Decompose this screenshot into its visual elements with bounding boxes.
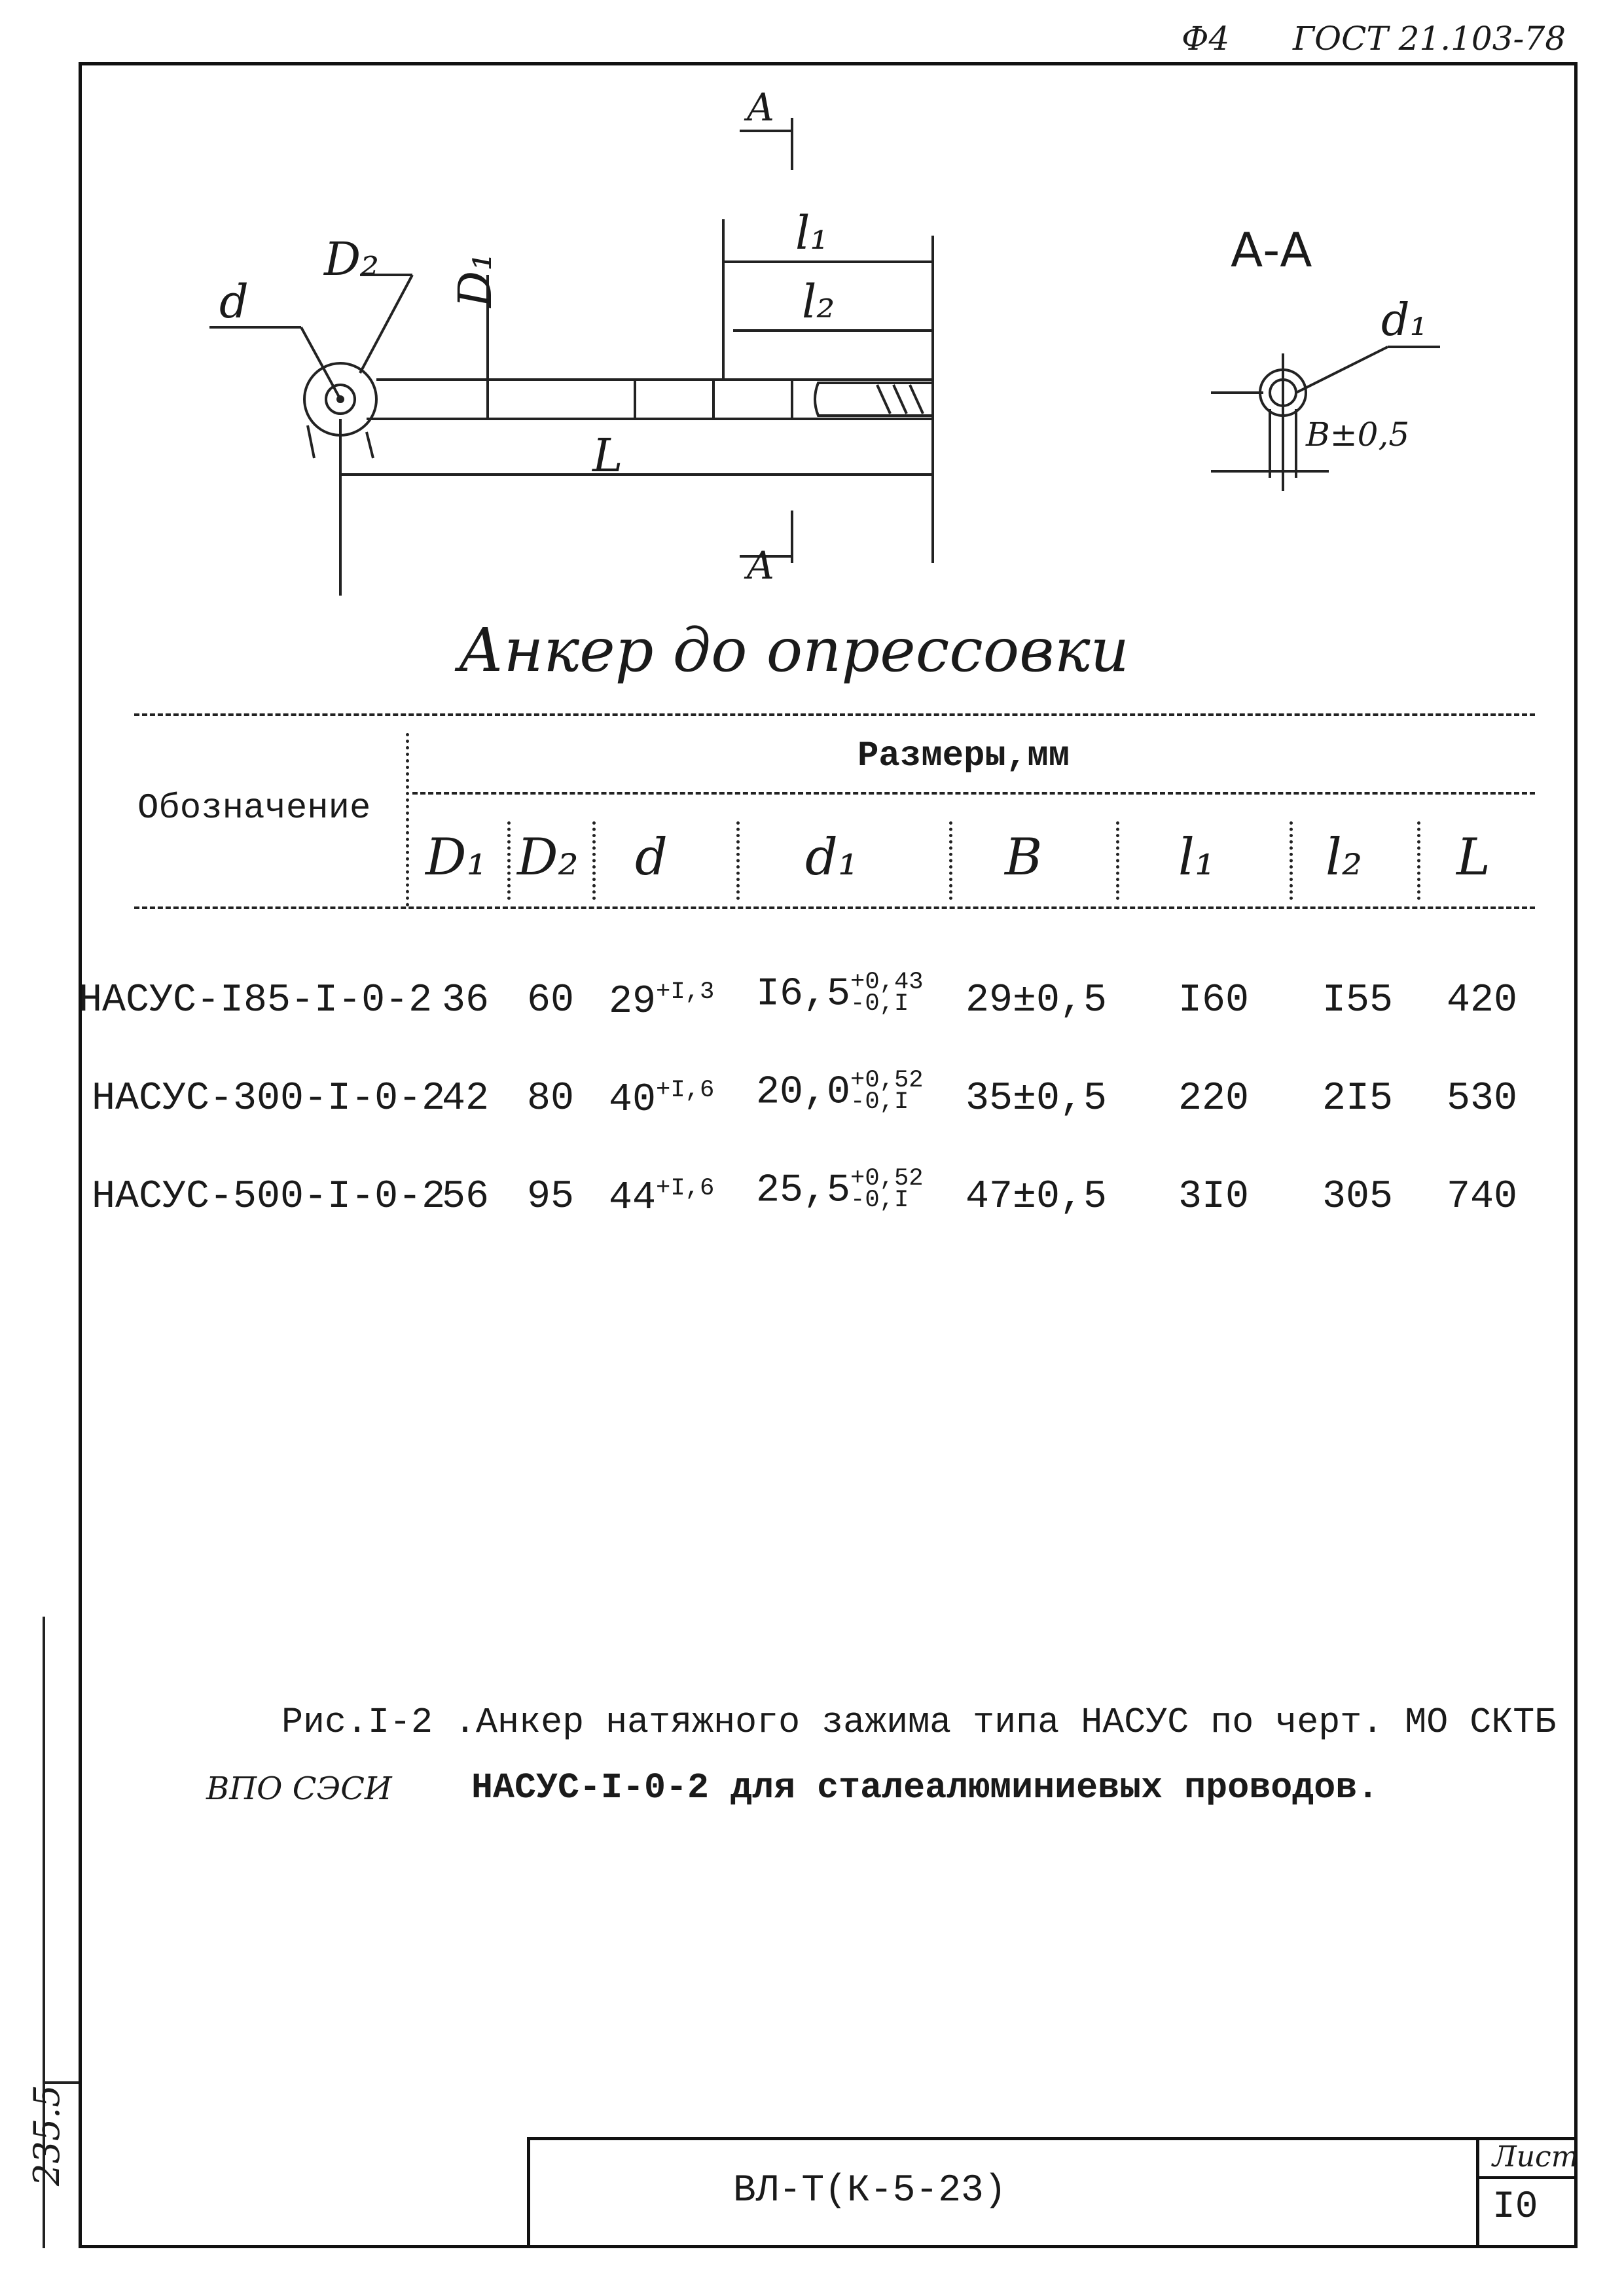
row-designation: НАСУС-I85-I-0-2 [79,978,433,1023]
drawing-caption: Анкер до опрессовки [458,615,1129,685]
left-margin-tick [43,2081,79,2084]
sheet-label: Лист [1492,2140,1579,2174]
figure-caption-prefix: ВПО СЭСИ [206,1770,392,1807]
label-D1: D₁ [448,252,502,308]
cell-L: 530 [1447,1077,1518,1121]
cell-D1: 56 [442,1175,490,1219]
sheet-mark: Ф4 [1182,20,1230,58]
cell-D1: 42 [442,1077,490,1121]
dimensions-header: Размеры,мм [857,736,1070,776]
label-d1: d₁ [1381,295,1428,346]
label-l2: l₂ [802,275,835,329]
section-title: А-А [1231,223,1312,278]
row-designation: НАСУС-300-I-0-2 [92,1077,446,1121]
table-mid-rule [412,792,1535,795]
cell-B: 47±0,5 [965,1175,1108,1219]
col-divider-4 [949,821,952,900]
standard-reference: ГОСТ 21.103-78 [1293,20,1566,58]
figure-caption-line2: НАСУС-I-0-2 для сталеалюминиевых проводов. [471,1767,1379,1808]
col-header-l2: l₂ [1326,828,1363,887]
cell-L: 420 [1447,978,1518,1023]
col-divider-3 [736,821,740,900]
col-header-D2: D₂ [517,828,579,887]
table-row [92,1175,445,1219]
cell-d1: 25,5+0,52 -0,I [756,1165,924,1215]
document-code: ВЛ-Т(К-5-23) [733,2170,1007,2212]
designation-header: Обозначение [137,789,371,829]
cell-B: 35±0,5 [965,1077,1108,1121]
table-row [92,1077,445,1121]
title-block [527,2137,1578,2248]
cell-l1: I60 [1178,978,1250,1023]
cell-l2: 2I5 [1322,1077,1394,1121]
col-divider-5 [1116,821,1119,900]
figure-caption-line1: Рис.I-2 .Анкер натяжного зажима типа НАСУС по черт. МО СКТБ [281,1702,1557,1743]
cell-l1: 220 [1178,1077,1250,1121]
cell-d1: I6,5+0,43 -0,I [756,969,924,1018]
margin-note: 235.5 [26,2085,67,2186]
label-l1: l₁ [795,206,829,260]
col-divider-2 [592,821,596,900]
col-divider-7 [1417,821,1420,900]
leader-D2 [360,275,412,373]
cell-d: $44^{+I,6}$ [609,1175,715,1221]
cell-D1: 36 [442,978,490,1023]
cell-d: $40^{+I,6}$ [609,1077,715,1122]
sheet-number: I0 [1492,2186,1538,2229]
row-designation: НАСУС-500-I-0-2 [92,1175,446,1219]
cell-B: 29±0,5 [965,978,1108,1023]
section-mark-bottom: А [746,543,775,588]
sheet-box-divider [1476,2176,1578,2179]
cell-l1: 3I0 [1178,1175,1250,1219]
label-D2: D₂ [324,232,380,286]
col-divider-6 [1290,821,1293,900]
col-header-D1: D₁ [425,828,487,887]
designation-divider [406,733,409,906]
cell-D2: 80 [527,1077,575,1121]
anchor-drawing [164,79,1440,602]
label-d: d [219,275,249,329]
table-row [79,978,432,1023]
cell-l2: I55 [1322,978,1394,1023]
cell-d: $29^{+I,3}$ [609,978,715,1024]
col-divider-1 [507,821,511,900]
cell-D2: 95 [527,1175,575,1219]
cell-D2: 60 [527,978,575,1023]
cell-l2: 305 [1322,1175,1394,1219]
col-header-B: B [1005,828,1043,887]
label-B: B±0,5 [1306,416,1410,454]
col-header-d1: d₁ [805,828,859,887]
table-top-rule [134,713,1535,716]
cell-L: 740 [1447,1175,1518,1219]
section-mark-top: А [746,85,775,130]
col-header-l1: l₁ [1178,828,1216,887]
cell-d1: 20,0+0,52 -0,I [756,1067,924,1117]
col-header-d: d [635,828,668,887]
table-header-bottom-rule [134,906,1535,909]
leader-d1 [1296,347,1388,393]
label-L: L [592,429,623,482]
col-header-L: L [1456,828,1490,887]
